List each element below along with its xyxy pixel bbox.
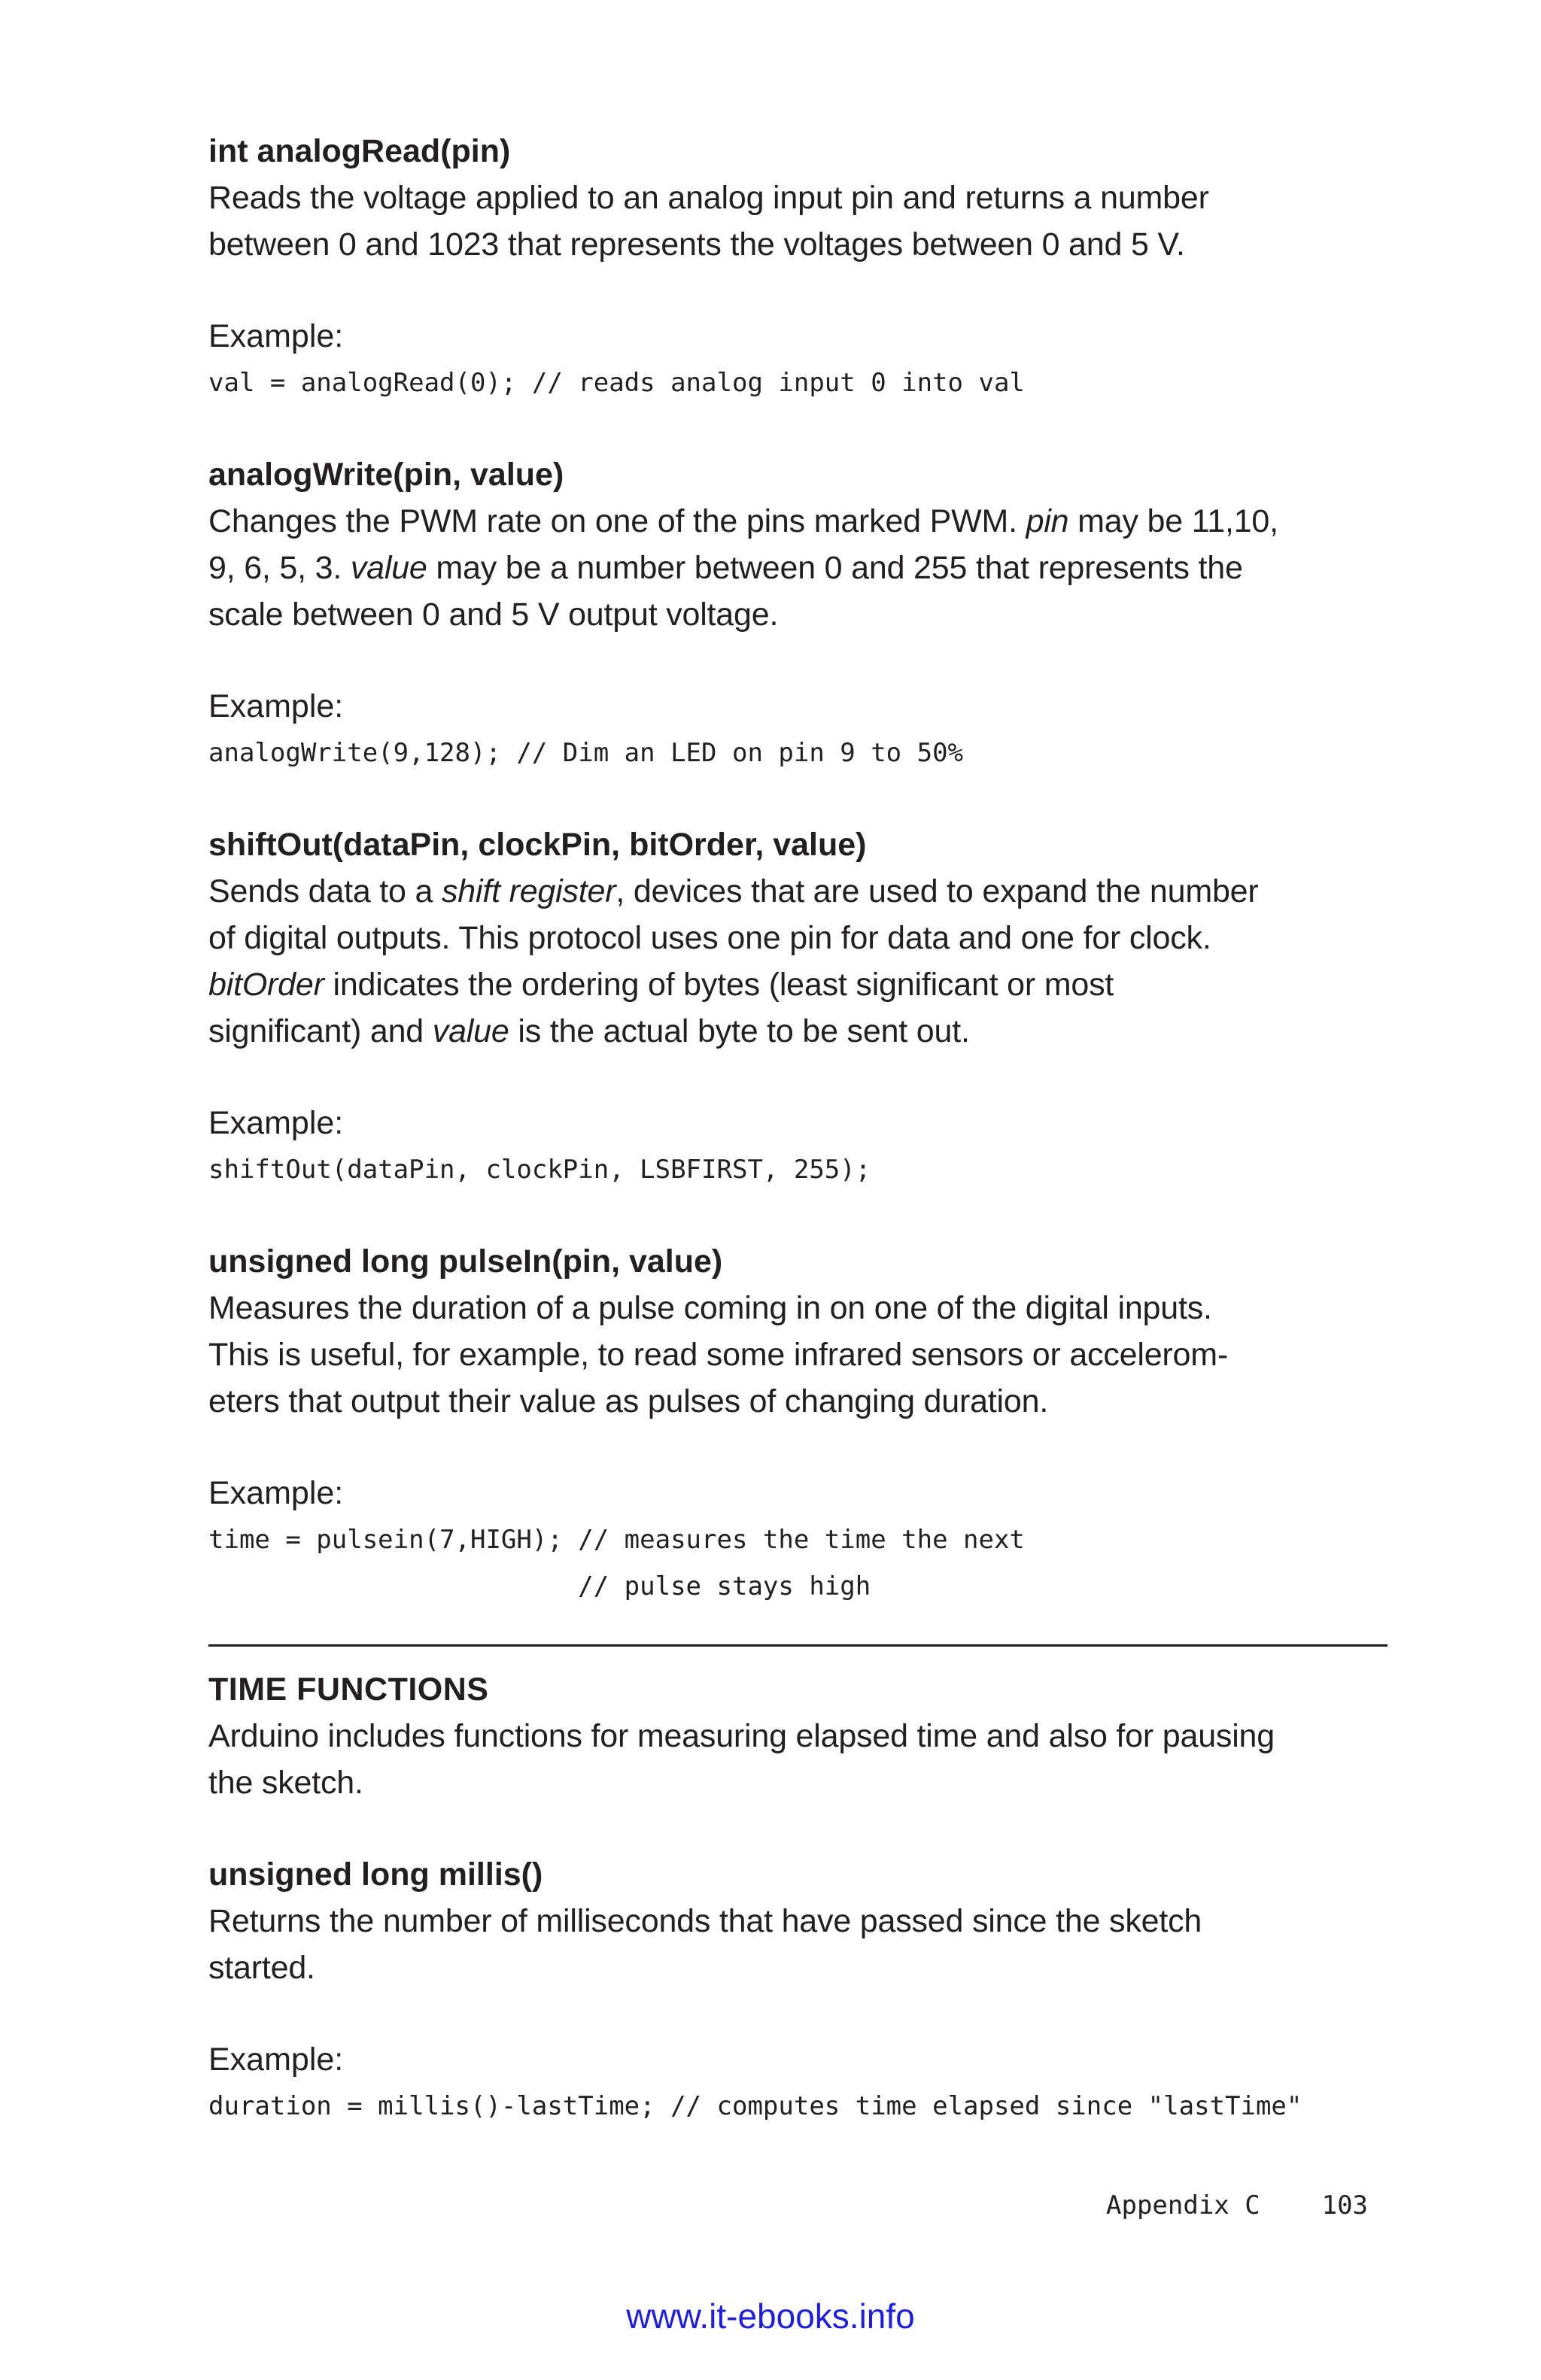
time-functions-desc-line: Arduino includes functions for measuring elapsed time and also for pausing — [208, 1718, 1275, 1754]
time-functions-desc-line: the sketch. — [208, 1765, 363, 1801]
analogread-example-label: Example: — [208, 318, 344, 354]
shiftout-section — [208, 821, 1388, 1193]
analogread-desc-line: between 0 and 1023 that represents the voltages between 0 and 5 V. — [208, 226, 1185, 263]
footer-label: Appendix C — [1106, 2190, 1260, 2221]
millis-desc-line: Returns the number of milliseconds that have passed since the sketch — [208, 1903, 1202, 1939]
millis-section — [208, 1851, 1388, 2130]
pulsein-section — [208, 1238, 1388, 1610]
pulsein-code-line: // pulse stays high — [208, 1571, 871, 1601]
analogread-section — [208, 128, 1388, 406]
analogwrite-example-label: Example: — [208, 688, 344, 724]
analogwrite-section — [208, 451, 1388, 776]
section-divider — [208, 1644, 1388, 1647]
analogwrite-desc-line: Changes the PWM rate on one of the pins marked PWM. pin may be 11,10, — [208, 503, 1278, 539]
page-content — [208, 128, 1388, 2130]
millis-heading: unsigned long millis() — [208, 1856, 543, 1893]
analogread-code-line: val = analogRead(0); // reads analog input 0 into val — [208, 368, 1025, 398]
pulsein-example-label: Example: — [208, 1475, 344, 1511]
shiftout-desc-line: of digital outputs. This protocol uses one pin for data and one for clock. — [208, 920, 1211, 956]
time-functions-section — [208, 1666, 1388, 1806]
analogread-desc-line: Reads the voltage applied to an analog input pin and returns a number — [208, 180, 1209, 216]
pulsein-desc-line: Measures the duration of a pulse coming in on one of the digital inputs. — [208, 1290, 1212, 1326]
section-title: TIME FUNCTIONS — [208, 1671, 489, 1708]
shiftout-code-line: shiftOut(dataPin, clockPin, LSBFIRST, 255); — [208, 1155, 871, 1185]
shiftout-desc-line: Sends data to a shift register, devices that are used to expand the number — [208, 873, 1259, 909]
page-number: 103 — [1321, 2190, 1369, 2221]
page-footer — [1106, 2190, 1368, 2221]
pulsein-desc-line: eters that output their value as pulses of changing duration. — [208, 1383, 1049, 1419]
shiftout-desc-line: significant) and value is the actual byte to be sent out. — [208, 1013, 970, 1049]
millis-example-label: Example: — [208, 2042, 344, 2078]
shiftout-heading: shiftOut(dataPin, clockPin, bitOrder, value) — [208, 827, 867, 863]
analogwrite-heading: analogWrite(pin, value) — [208, 457, 564, 493]
shiftout-desc-line: bitOrder indicates the ordering of bytes (least significant or most — [208, 967, 1114, 1003]
analogwrite-desc-line: 9, 6, 5, 3. value may be a number between 0 and 255 that represents the — [208, 550, 1243, 586]
pulsein-heading: unsigned long pulseIn(pin, value) — [208, 1243, 723, 1280]
analogwrite-desc-line: scale between 0 and 5 V output voltage. — [208, 597, 779, 633]
analogwrite-code-line: analogWrite(9,128); // Dim an LED on pin 9 to 50% — [208, 738, 964, 768]
millis-desc-line: started. — [208, 1950, 315, 1986]
pulsein-desc-line: This is useful, for example, to read some infrared sensors or accelerom- — [208, 1337, 1228, 1373]
watermark-link[interactable]: www.it-ebooks.info — [626, 2297, 915, 2336]
analogread-heading: int analogRead(pin) — [208, 133, 511, 169]
shiftout-example-label: Example: — [208, 1105, 344, 1141]
pulsein-code-line: time = pulsein(7,HIGH); // measures the time the next — [208, 1525, 1025, 1555]
millis-code-line: duration = millis()-lastTime; // computes time elapsed since "lastTime" — [208, 2091, 1302, 2121]
